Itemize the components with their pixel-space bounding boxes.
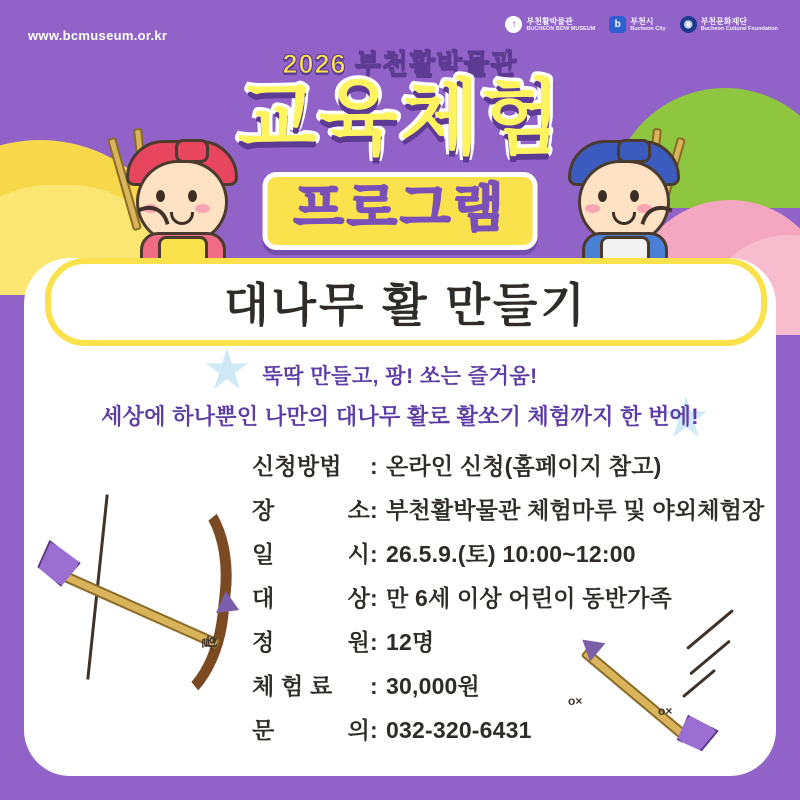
cheek-right: [195, 204, 210, 213]
info-label-part-b: 상: [347, 585, 370, 611]
arrow-illustration: [34, 516, 248, 626]
info-colon: :: [370, 497, 378, 523]
info-row: [252, 580, 772, 613]
info-label: [252, 712, 370, 745]
flying-arrow-illustration: [562, 618, 742, 748]
foundation-logo-line2: Bucheon Cultural Foundation: [700, 25, 778, 32]
info-label-part-a: 문: [252, 717, 275, 743]
page-subtitle: 프로그램: [263, 172, 538, 250]
info-value-capacity: 12명: [386, 629, 435, 655]
info-label-part-a: 일: [252, 541, 275, 567]
bow-and-arrow-illustration: [36, 480, 256, 700]
site-url: www.bcmuseum.or.kr: [28, 28, 168, 43]
bucheon-bow-museum-logo: [505, 16, 595, 33]
eye-right: [630, 190, 639, 202]
info-label-part-a: 정: [252, 629, 275, 655]
speed-line: [689, 640, 731, 676]
foundation-mark-icon: ◉: [680, 16, 697, 33]
page-title: 교육체험: [237, 73, 563, 164]
info-colon: :: [370, 673, 378, 699]
info-label-part-a: 신청방법: [252, 453, 342, 479]
arrow-head-icon: [216, 591, 244, 621]
info-colon: :: [370, 717, 378, 743]
eye-left: [156, 190, 165, 202]
arrow-head-icon: [575, 630, 606, 661]
info-label-part-a: 대: [252, 585, 275, 611]
bow-label: 활: [199, 635, 217, 650]
info-label-part-b: 소: [347, 497, 370, 523]
info-value-fee: 30,000원: [386, 673, 480, 699]
info-value-datetime: 26.5.9.(토) 10:00~12:00: [386, 541, 636, 567]
bucheon-city-logo-line2: Bucheon City: [630, 25, 666, 32]
program-title-box: [45, 258, 767, 346]
puff-mark-left: o×: [568, 694, 583, 708]
tagline-secondary: 세상에 하나뿐인 나만의 대나무 활로 활쏘기 체험까지 한 번에!: [101, 404, 699, 429]
character-girl-illustration: [118, 128, 248, 268]
info-value-target-audience: 만 6세 이상 어린이 동반가족: [386, 585, 672, 611]
info-label-part-b: 원: [347, 629, 370, 655]
info-label: [252, 448, 370, 481]
character-boy-illustration: [560, 128, 690, 268]
bow-museum-mark-icon: ↑: [505, 16, 522, 33]
program-title: 대나무 활 만들기: [224, 279, 588, 331]
puff-mark-right: o×: [658, 704, 673, 718]
foundation-logo-line1: 부천문화재단: [700, 16, 748, 26]
info-row: [252, 536, 772, 569]
info-label-part-a: 체 험 료: [252, 673, 333, 699]
info-row: [252, 448, 772, 481]
bucheon-city-mark-icon: b: [609, 16, 626, 33]
bow-museum-logo-line1: 부천활박물관: [526, 16, 573, 26]
arrow-shaft: [580, 647, 690, 742]
bucheon-city-logo: [609, 16, 665, 33]
bucheon-cultural-foundation-logo: [680, 16, 778, 33]
info-colon: :: [370, 541, 378, 567]
info-label: [252, 536, 370, 569]
info-label-part-b: 의: [347, 717, 370, 743]
info-colon: :: [370, 585, 378, 611]
info-value-apply-method: 온라인 신청(홈페이지 참고): [386, 453, 662, 479]
info-value-location: 부천활박물관 체험마루 및 야외체험장: [386, 497, 765, 523]
info-colon: :: [370, 453, 378, 479]
bow-museum-logo-line2: BUCHEON BOW MUSEUM: [526, 25, 596, 32]
info-label-part-a: 장: [252, 497, 275, 523]
speed-line: [682, 669, 716, 698]
info-label-part-b: 시: [347, 541, 370, 567]
eye-left: [598, 190, 607, 202]
info-colon: :: [370, 629, 378, 655]
info-label: [252, 492, 370, 525]
info-row: [252, 492, 772, 525]
info-label: [252, 624, 370, 657]
info-value-contact-phone: 032-320-6431: [386, 717, 532, 743]
info-label: [252, 580, 370, 613]
year-line: 2026 부천활박물관: [282, 49, 518, 79]
cheek-left: [585, 204, 600, 213]
info-label: [252, 668, 370, 701]
tagline-primary: 뚝딱 만들고, 팡! 쏘는 즐거움!: [262, 365, 538, 388]
bucheon-city-logo-line1: 부천시: [630, 16, 654, 26]
logo-group: [505, 16, 778, 33]
eye-right: [188, 190, 197, 202]
